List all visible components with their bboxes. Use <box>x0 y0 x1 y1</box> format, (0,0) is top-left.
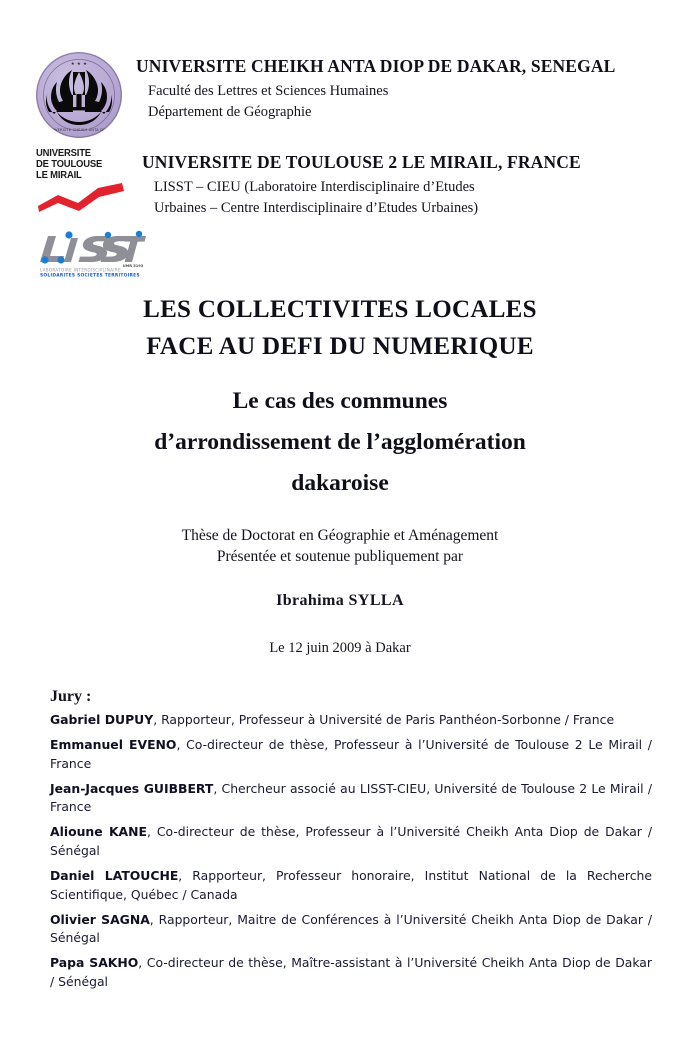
page-subtitle-line-3: dakaroise <box>291 470 389 496</box>
jury-member-name: Papa SAKHO <box>50 955 139 971</box>
jury-member-list <box>50 711 652 992</box>
thesis-degree-line: Thèse de Doctorat en Géographie et Aménagement <box>181 527 499 544</box>
jury-member-name: Jean-Jacques GUIBBERT <box>50 780 214 796</box>
jury-member-name: Gabriel DUPUY <box>50 712 154 727</box>
jury-member-details: , Rapporteur, Professeur honoraire, Institut National de la Recherche Scientifique, Québec / Canada <box>50 867 652 902</box>
institution-text-toulouse <box>142 148 581 219</box>
page-subtitle-line-2: d’arrondissement de l’agglomération <box>154 429 526 455</box>
jury-member <box>50 823 652 861</box>
toulouse-zigzag-accent <box>36 182 128 212</box>
toulouse-logo-line-1: UNIVERSITE <box>36 147 91 159</box>
jury-member-details: , Chercheur associé au LISST-CIEU, Université de Toulouse 2 Le Mirail / France <box>50 780 652 815</box>
lisst-umr-badge: UMR 5193 <box>122 264 144 268</box>
svg-text:★ ★ ★: ★ ★ ★ <box>70 62 88 67</box>
jury-member-details: , Co-directeur de thèse, Maître-assistant à l’Université Cheikh Anta Diop de Dakar / Sénégal <box>50 955 652 990</box>
lisst-laboratory-logo <box>38 228 150 278</box>
ucad-seal-graphic <box>36 52 122 138</box>
jury-member <box>50 867 652 905</box>
jury-member <box>50 780 652 818</box>
jury-member <box>50 954 652 992</box>
institution-title-toulouse: UNIVERSITE DE TOULOUSE 2 LE MIRAIL, FRANCE <box>142 152 581 172</box>
thesis-author-name: Ibrahima SYLLA <box>276 592 404 609</box>
jury-member <box>50 736 652 774</box>
svg-text:UNIVERSITE CHEIKH ANTA DIOP: UNIVERSITE CHEIKH ANTA DIOP <box>48 128 110 132</box>
institution-subtitle-dakar-line-2: Département de Géographie <box>148 104 312 121</box>
jury-member-details: , Co-directeur de thèse, Professeur à l’Université Cheikh Anta Diop de Dakar / Sénégal <box>50 824 652 859</box>
institution-block-toulouse <box>36 148 581 219</box>
universite-toulouse-le-mirail-logo <box>36 148 128 210</box>
institution-subtitle-toulouse-line-2: Urbaines – Centre Interdisciplinaire d’Etudes Urbaines) <box>154 200 479 217</box>
page-subtitle-line-1: Le cas des communes <box>232 388 448 414</box>
toulouse-logo-graphic <box>36 148 128 210</box>
lisst-tagline-line-1: LABORATOIRE INTERDISCIPLINAIRE <box>40 267 121 273</box>
ucad-seal-logo <box>36 52 122 138</box>
jury-member-details: , Rapporteur, Professeur à Université de Paris Panthéon-Sorbonne / France <box>153 712 615 727</box>
jury-member-details: , Rapporteur, Maitre de Conférences à l’Université Cheikh Anta Diop de Dakar / Sénégal <box>50 911 653 946</box>
toulouse-logo-line-3: LE MIRAIL <box>36 168 82 181</box>
jury-member <box>50 911 652 949</box>
jury-member-name: Alioune KANE <box>50 824 147 840</box>
institution-text-dakar <box>136 52 616 123</box>
institution-title-dakar: UNIVERSITE CHEIKH ANTA DIOP DE DAKAR, SENEGAL <box>136 56 616 76</box>
institution-subtitle-toulouse-line-1: LISST – CIEU (Laboratoire Interdisciplinaire d’Etudes <box>154 178 475 195</box>
toulouse-logo-line-2: DE TOULOUSE <box>36 157 103 170</box>
jury-member <box>50 711 652 730</box>
lisst-tagline-line-2: SOLIDARITES SOCIETES TERRITOIRES <box>40 273 140 278</box>
page-title-line-1: LES COLLECTIVITES LOCALES <box>143 296 537 323</box>
institution-block-dakar <box>36 52 616 138</box>
jury-member-details: , Co-directeur de thèse, Professeur à l’Université de Toulouse 2 Le Mirail / France <box>50 736 652 771</box>
jury-member-name: Daniel LATOUCHE <box>50 867 179 883</box>
institution-subtitle-dakar-line-1: Faculté des Lettres et Sciences Humaines <box>148 82 389 99</box>
page-title-line-2: FACE AU DEFI DU NUMERIQUE <box>146 333 534 360</box>
jury-heading: Jury : <box>50 688 92 705</box>
jury-member-name: Emmanuel EVENO <box>50 736 177 752</box>
thesis-defense-date: Le 12 juin 2009 à Dakar <box>269 640 411 656</box>
thesis-presented-line: Présentée et soutenue publiquement par <box>216 548 464 565</box>
jury-member-name: Olivier SAGNA <box>50 911 150 927</box>
